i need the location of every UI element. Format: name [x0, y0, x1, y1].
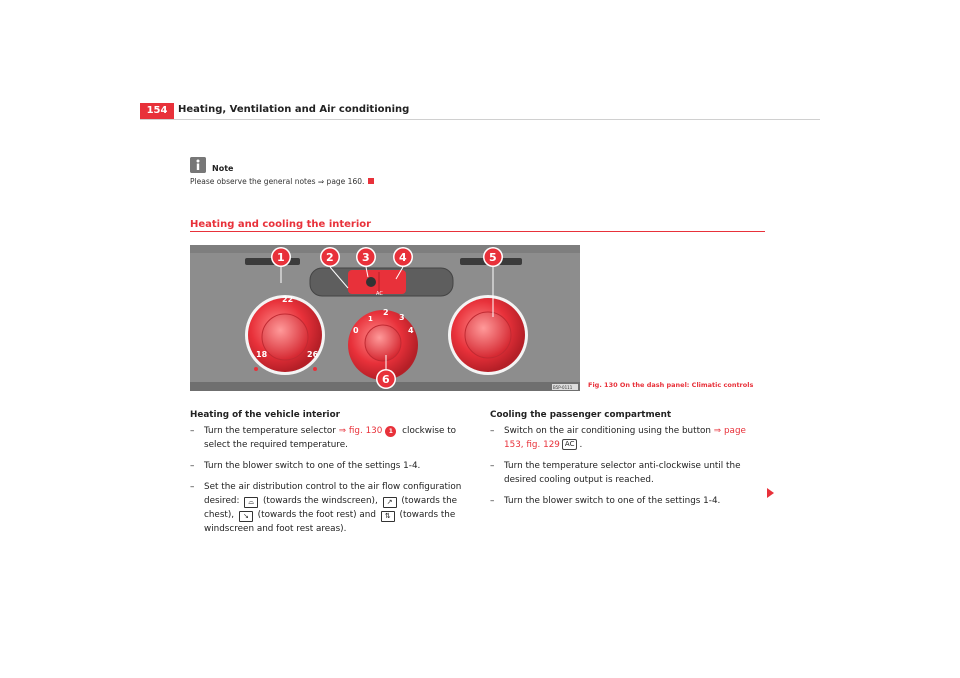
item-text: Turn the blower switch to one of the settings 1-4. — [204, 461, 421, 471]
chest-vent-icon: ↗ — [383, 497, 397, 508]
item-text: Turn the blower switch to one of the settings 1-4. — [504, 496, 721, 506]
temp-tick-26: 26 — [307, 350, 319, 359]
item-text: (towards the windscreen), — [260, 496, 381, 506]
note-text-body: Please observe the general notes ⇒ page 160. — [190, 177, 365, 186]
footwell-icon: ↘ — [239, 511, 253, 522]
item-text: (towards the windscreen and foot rest areas). — [204, 510, 456, 534]
temp-tick-18: 18 — [256, 350, 268, 359]
item-text: (towards the foot rest) and — [254, 510, 379, 520]
left-column — [190, 408, 475, 536]
end-marker-icon — [368, 178, 374, 184]
figure-code: B5P-0111 — [553, 385, 573, 390]
dash: – — [190, 426, 195, 436]
callout-3 — [356, 247, 376, 267]
dash: – — [190, 482, 195, 492]
item-text: Switch on the air conditioning using the button — [504, 426, 714, 436]
item-text: Turn the temperature selector anti-clockwise until the desired cooling output is reached. — [504, 461, 741, 485]
climate-panel-illustration — [190, 245, 580, 391]
item-text: . — [579, 440, 583, 450]
note-label: Note — [212, 164, 234, 173]
section-rule — [190, 231, 765, 232]
blower-tick-3: 3 — [399, 313, 405, 322]
dash: – — [190, 461, 195, 471]
callout-2 — [320, 247, 340, 267]
callout-6 — [376, 369, 396, 389]
svg-text:1: 1 — [277, 251, 285, 264]
ac-key: AC — [562, 439, 578, 450]
right-column — [490, 408, 760, 508]
running-header: Heating, Ventilation and Air conditioning — [178, 104, 410, 115]
list-item — [190, 480, 475, 536]
list-item — [490, 424, 760, 452]
item-text: (towards the chest), — [204, 496, 458, 520]
list-item — [490, 494, 760, 508]
blower-tick-1: 1 — [368, 315, 373, 323]
list-item — [190, 424, 475, 452]
svg-text:2: 2 — [326, 251, 334, 264]
continue-arrow-icon — [767, 488, 774, 498]
ac-label: AC — [376, 291, 383, 297]
dash: – — [490, 461, 495, 471]
svg-text:5: 5 — [489, 251, 497, 264]
section-title: Heating and cooling the interior — [190, 219, 372, 230]
right-heading: Cooling the passenger compartment — [490, 410, 672, 420]
item-text: Set the air distribution control to the air flow configuration desired: — [204, 482, 462, 506]
header-rule — [140, 119, 820, 120]
note-text — [190, 177, 374, 186]
temp-tick-22: 22 — [282, 295, 294, 304]
blower-tick-4: 4 — [408, 326, 414, 335]
windscreen-icon: ⌓ — [244, 497, 258, 508]
item-text: Turn the temperature selector — [204, 426, 339, 436]
dash: – — [490, 496, 495, 506]
blower-tick-0: 0 — [353, 326, 359, 335]
figure-link[interactable]: fig. 129 — [526, 440, 560, 450]
list-item — [190, 459, 475, 473]
svg-text:3: 3 — [362, 251, 370, 264]
figure-caption: Fig. 130 On the dash panel: Climatic controls — [588, 381, 754, 389]
blower-tick-2: 2 — [383, 308, 389, 317]
dash: – — [490, 426, 495, 436]
item-text: clockwise to select the required temperature. — [204, 426, 457, 450]
page-number: 154 — [146, 105, 168, 116]
page-link[interactable]: ⇒ page 153, — [504, 426, 746, 450]
figure-link[interactable]: ⇒ fig. 130 — [338, 426, 383, 436]
svg-text:6: 6 — [382, 373, 390, 386]
callout-5 — [483, 247, 503, 267]
left-heading: Heating of the vehicle interior — [190, 410, 340, 420]
list-item — [490, 459, 760, 487]
callout-4 — [393, 247, 413, 267]
callout-ref: 1 — [385, 426, 396, 437]
svg-text:4: 4 — [399, 251, 407, 264]
note-icon — [190, 157, 206, 173]
callout-1 — [271, 247, 291, 267]
climate-control-figure — [190, 245, 580, 391]
windscreen-footwell-icon: ⇅ — [381, 511, 395, 522]
